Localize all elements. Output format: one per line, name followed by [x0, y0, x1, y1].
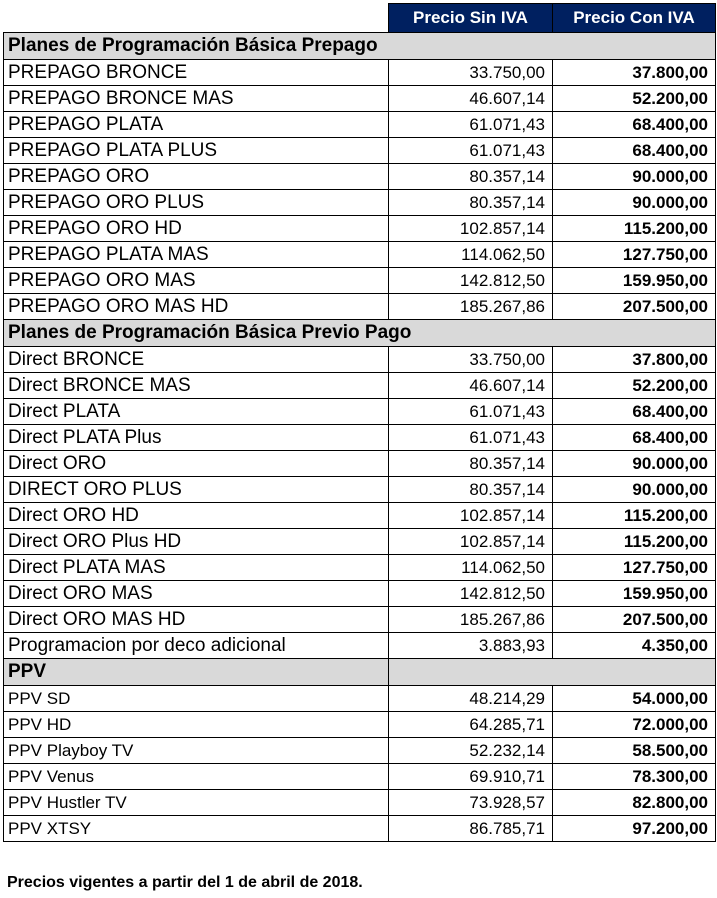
price-con-iva: 54.000,00	[553, 686, 716, 712]
price-con-iva: 37.800,00	[553, 347, 716, 373]
plan-name: Direct ORO MAS	[4, 581, 389, 607]
table-row	[4, 555, 716, 581]
price-sin-iva: 52.232,14	[389, 738, 553, 764]
table-row	[4, 529, 716, 555]
price-sin-iva: 48.214,29	[389, 686, 553, 712]
price-sin-iva: 3.883,93	[389, 633, 553, 659]
price-sin-iva: 33.750,00	[389, 60, 553, 86]
section-header-planes-de-programacion-basica-previo-pago	[4, 320, 716, 347]
table-row	[4, 816, 716, 842]
plan-name: PREPAGO BRONCE	[4, 60, 389, 86]
header-con-iva: Precio Con IVA	[553, 4, 716, 33]
plan-name: Direct ORO Plus HD	[4, 529, 389, 555]
plan-name: Direct PLATA MAS	[4, 555, 389, 581]
price-sin-iva: 64.285,71	[389, 712, 553, 738]
table-row	[4, 60, 716, 86]
plan-name: Direct PLATA	[4, 399, 389, 425]
table-row	[4, 242, 716, 268]
table-row	[4, 399, 716, 425]
table-row	[4, 712, 716, 738]
price-con-iva: 68.400,00	[553, 399, 716, 425]
plan-name: DIRECT ORO PLUS	[4, 477, 389, 503]
price-con-iva: 37.800,00	[553, 60, 716, 86]
price-con-iva: 52.200,00	[553, 86, 716, 112]
price-sin-iva: 61.071,43	[389, 138, 553, 164]
table-row	[4, 607, 716, 633]
price-con-iva: 90.000,00	[553, 190, 716, 216]
plan-name: PREPAGO ORO MAS HD	[4, 294, 389, 320]
table-row	[4, 633, 716, 659]
price-con-iva: 82.800,00	[553, 790, 716, 816]
price-sin-iva: 80.357,14	[389, 451, 553, 477]
price-con-iva: 159.950,00	[553, 268, 716, 294]
price-sin-iva: 73.928,57	[389, 790, 553, 816]
price-con-iva: 90.000,00	[553, 477, 716, 503]
section-filler	[389, 659, 716, 686]
price-con-iva: 115.200,00	[553, 216, 716, 242]
section-title: Planes de Programación Básica Prepago	[4, 33, 716, 60]
table-row	[4, 686, 716, 712]
price-con-iva: 68.400,00	[553, 112, 716, 138]
section-title: PPV	[4, 659, 389, 686]
table-row	[4, 138, 716, 164]
table-header-row	[4, 4, 716, 33]
price-sin-iva: 114.062,50	[389, 555, 553, 581]
price-sin-iva: 142.812,50	[389, 268, 553, 294]
table-row	[4, 790, 716, 816]
plan-name: PREPAGO PLATA	[4, 112, 389, 138]
table-row	[4, 451, 716, 477]
price-con-iva: 207.500,00	[553, 607, 716, 633]
plan-name: PREPAGO ORO PLUS	[4, 190, 389, 216]
price-con-iva: 207.500,00	[553, 294, 716, 320]
price-sin-iva: 185.267,86	[389, 294, 553, 320]
price-sin-iva: 86.785,71	[389, 816, 553, 842]
price-sin-iva: 61.071,43	[389, 399, 553, 425]
section-title: Planes de Programación Básica Previo Pago	[4, 320, 716, 347]
plan-name: PPV Hustler TV	[4, 790, 389, 816]
plan-name: Direct BRONCE	[4, 347, 389, 373]
footnote: Precios vigentes a partir del 1 de abril de 2018.	[7, 874, 363, 891]
section-header-planes-de-programacion-basica-prepago	[4, 33, 716, 60]
price-con-iva: 97.200,00	[553, 816, 716, 842]
price-sin-iva: 102.857,14	[389, 503, 553, 529]
price-con-iva: 68.400,00	[553, 425, 716, 451]
plan-name: Direct ORO	[4, 451, 389, 477]
price-con-iva: 115.200,00	[553, 503, 716, 529]
table-body	[4, 33, 716, 842]
price-sin-iva: 61.071,43	[389, 425, 553, 451]
table-row	[4, 503, 716, 529]
plan-name: PPV Playboy TV	[4, 738, 389, 764]
plan-name: PPV HD	[4, 712, 389, 738]
price-con-iva: 68.400,00	[553, 138, 716, 164]
section-header-ppv	[4, 659, 716, 686]
table-row	[4, 477, 716, 503]
plan-name: PPV SD	[4, 686, 389, 712]
plan-name: PREPAGO PLATA MAS	[4, 242, 389, 268]
table-row	[4, 738, 716, 764]
price-sin-iva: 80.357,14	[389, 190, 553, 216]
table-row	[4, 86, 716, 112]
price-sin-iva: 185.267,86	[389, 607, 553, 633]
table-row	[4, 581, 716, 607]
plan-name: PREPAGO ORO	[4, 164, 389, 190]
header-blank-cell	[4, 4, 389, 33]
price-sin-iva: 80.357,14	[389, 477, 553, 503]
price-con-iva: 78.300,00	[553, 764, 716, 790]
table-row	[4, 268, 716, 294]
plan-name: Direct ORO MAS HD	[4, 607, 389, 633]
price-sin-iva: 61.071,43	[389, 112, 553, 138]
table-row	[4, 216, 716, 242]
price-sin-iva: 33.750,00	[389, 347, 553, 373]
table-row	[4, 373, 716, 399]
price-con-iva: 115.200,00	[553, 529, 716, 555]
price-con-iva: 58.500,00	[553, 738, 716, 764]
price-con-iva: 4.350,00	[553, 633, 716, 659]
price-table	[3, 3, 716, 842]
table-row	[4, 347, 716, 373]
plan-name: PREPAGO ORO MAS	[4, 268, 389, 294]
plan-name: PREPAGO BRONCE MAS	[4, 86, 389, 112]
plan-name: PPV Venus	[4, 764, 389, 790]
price-con-iva: 52.200,00	[553, 373, 716, 399]
plan-name: PPV XTSY	[4, 816, 389, 842]
plan-name: Direct ORO HD	[4, 503, 389, 529]
table-row	[4, 764, 716, 790]
table-row	[4, 164, 716, 190]
price-con-iva: 90.000,00	[553, 451, 716, 477]
price-sin-iva: 69.910,71	[389, 764, 553, 790]
price-con-iva: 127.750,00	[553, 242, 716, 268]
plan-name: PREPAGO PLATA PLUS	[4, 138, 389, 164]
price-sin-iva: 46.607,14	[389, 373, 553, 399]
table-row	[4, 294, 716, 320]
plan-name: PREPAGO ORO HD	[4, 216, 389, 242]
table-row	[4, 112, 716, 138]
price-sin-iva: 102.857,14	[389, 216, 553, 242]
price-con-iva: 127.750,00	[553, 555, 716, 581]
price-sin-iva: 114.062,50	[389, 242, 553, 268]
price-con-iva: 159.950,00	[553, 581, 716, 607]
plan-name: Direct PLATA Plus	[4, 425, 389, 451]
price-sin-iva: 142.812,50	[389, 581, 553, 607]
plan-name: Direct BRONCE MAS	[4, 373, 389, 399]
plan-name: Programacion por deco adicional	[4, 633, 389, 659]
table-row	[4, 425, 716, 451]
price-sin-iva: 102.857,14	[389, 529, 553, 555]
price-sin-iva: 46.607,14	[389, 86, 553, 112]
price-sin-iva: 80.357,14	[389, 164, 553, 190]
price-con-iva: 90.000,00	[553, 164, 716, 190]
header-sin-iva: Precio Sin IVA	[389, 4, 553, 33]
price-con-iva: 72.000,00	[553, 712, 716, 738]
table-row	[4, 190, 716, 216]
